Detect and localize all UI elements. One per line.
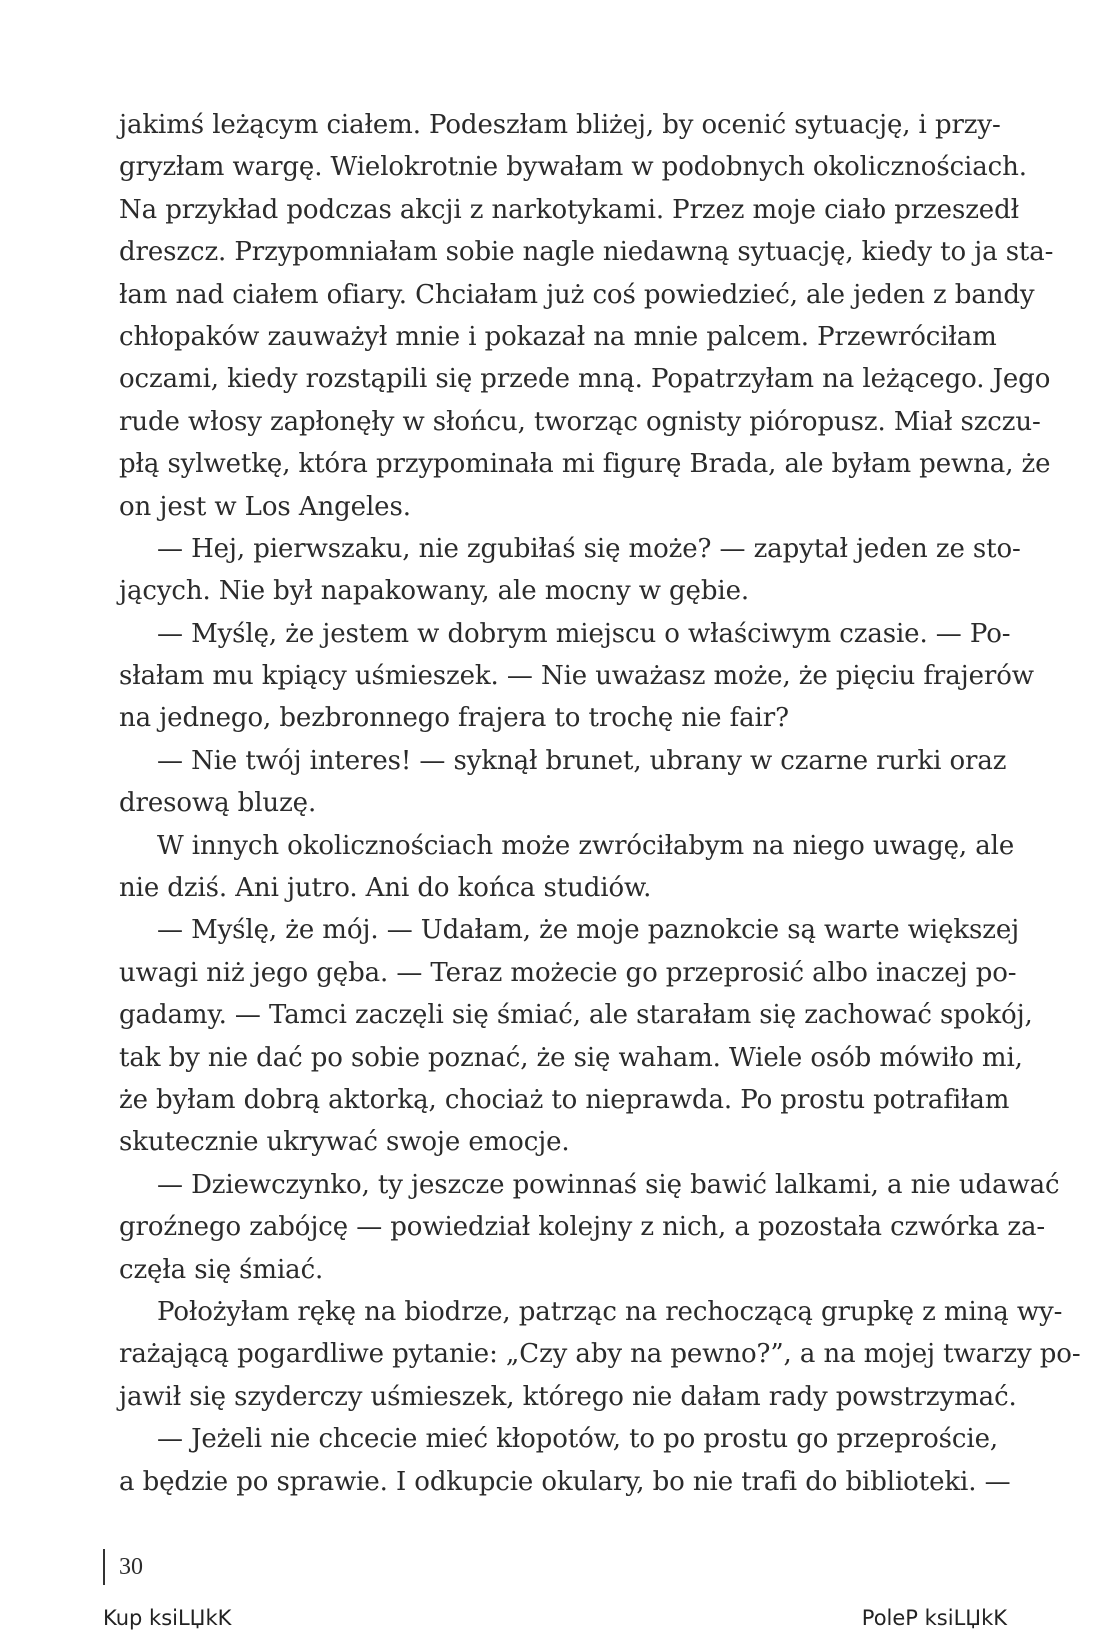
recommend-book-link[interactable]: PoleP ksiLЏkK [861, 1606, 1007, 1630]
text-line: płą sylwetkę, która przypominała mi figurę Brada, ale byłam pewna, że [119, 449, 1051, 480]
text-line: łam nad ciałem ofiary. Chciałam już coś powiedzieć, ale jeden z bandy [119, 279, 1035, 310]
text-line: a będzie po sprawie. I odkupcie okulary, bo nie trafi do biblioteki. — [119, 1466, 1011, 1497]
text-line: Na przykład podczas akcji z narkotykami. Przez moje ciało przeszedł [119, 194, 1019, 225]
text-line: jących. Nie był napakowany, ale mocny w gębie. [119, 576, 750, 607]
text-line: gadamy. — Tamci zaczęli się śmiać, ale starałam się zachować spokój, [119, 1000, 1033, 1031]
buy-book-link[interactable]: Kup ksiLЏkK [103, 1606, 232, 1630]
page-text [119, 104, 1081, 1503]
text-line: on jest w Los Angeles. [119, 491, 411, 522]
page-number: 30 [119, 1553, 143, 1580]
text-line: — Hej, pierwszaku, nie zgubiłaś się może? — zapytał jeden ze sto- [157, 533, 1021, 564]
text-line: W innych okolicznościach może zwróciłabym na niego uwagę, ale [157, 830, 1015, 861]
text-line: — Dziewczynko, ty jeszcze powinnaś się bawić lalkami, a nie udawać [157, 1169, 1060, 1200]
text-line: słałam mu kpiący uśmieszek. — Nie uważasz może, że pięciu frajerów [119, 661, 1034, 692]
text-line: — Myślę, że jestem w dobrym miejscu o właściwym czasie. — Po- [157, 618, 1011, 649]
text-line: uwagi niż jego gęba. — Teraz możecie go przeprosić albo inaczej po- [119, 957, 1017, 988]
page-number-rule [103, 1549, 105, 1585]
text-line: — Myślę, że mój. — Udałam, że moje paznokcie są warte większej [157, 915, 1020, 946]
text-line: tak by nie dać po sobie poznać, że się waham. Wiele osób mówiło mi, [119, 1042, 1023, 1073]
text-line: rude włosy zapłonęły w słońcu, tworząc ognisty pióropusz. Miał szczu- [119, 406, 1041, 437]
text-line: — Jeżeli nie chcecie mieć kłopotów, to po prostu go przeproście, [157, 1424, 999, 1455]
text-line: na jednego, bezbronnego frajera to trochę nie fair? [119, 703, 789, 734]
text-line: gryzłam wargę. Wielokrotnie bywałam w podobnych okolicznościach. [119, 152, 1027, 183]
text-line: chłopaków zauważył mnie i pokazał na mnie palcem. Przewróciłam [119, 321, 997, 352]
text-line: dresową bluzę. [119, 788, 317, 819]
text-line: — Nie twój interes! — syknął brunet, ubrany w czarne rurki oraz [157, 745, 1007, 776]
text-line: że byłam dobrą aktorką, chociaż to nieprawda. Po prostu potrafiłam [119, 1084, 1010, 1115]
text-line: Położyłam rękę na biodrze, patrząc na rechoczącą grupkę z miną wy- [157, 1296, 1063, 1327]
text-line: oczami, kiedy rozstąpili się przede mną. Popatrzyłam na leżącego. Jego [119, 364, 1051, 395]
text-line: nie dziś. Ani jutro. Ani do końca studiów. [119, 873, 652, 904]
text-line: dreszcz. Przypomniałam sobie nagle niedawną sytuację, kiedy to ja sta- [119, 237, 1054, 268]
text-line: skutecznie ukrywać swoje emocje. [119, 1127, 570, 1158]
text-line: częła się śmiać. [119, 1254, 324, 1285]
text-line: jawił się szyderczy uśmieszek, którego nie dałam rady powstrzymać. [119, 1381, 1017, 1412]
page-number-block [103, 1547, 143, 1587]
text-line: groźnego zabójcę — powiedział kolejny z nich, a pozostała czwórka za- [119, 1212, 1046, 1243]
text-line: jakimś leżącym ciałem. Podeszłam bliżej, by ocenić sytuację, i przy- [119, 110, 1001, 140]
text-line: rażającą pogardliwe pytanie: „Czy aby na pewno?”, a na mojej twarzy po- [119, 1339, 1081, 1370]
